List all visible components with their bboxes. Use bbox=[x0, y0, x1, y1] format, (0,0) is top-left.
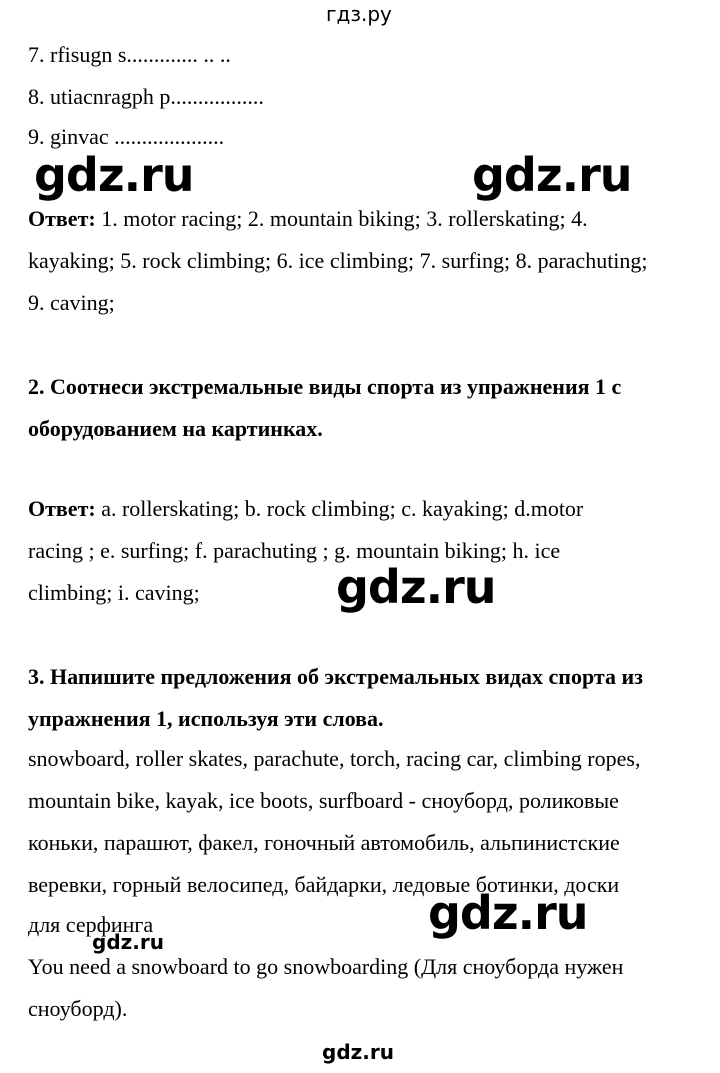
watermark: gdz.ru bbox=[34, 148, 194, 202]
answer-text: a. rollerskating; b. rock climbing; c. kayaking; d.motor bbox=[95, 496, 584, 521]
answer-text: 1. motor racing; 2. mountain biking; 3. rollerskating; 4. bbox=[95, 206, 588, 231]
task3-heading-line1: 3. Напишите предложения об экстремальных видах спорта из bbox=[28, 664, 643, 689]
list-item-8: 8. utiacnragph p................. bbox=[28, 84, 264, 109]
task2-heading-line1: 2. Соотнеси экстремальные виды спорта из упражнения 1 с bbox=[28, 374, 622, 399]
watermark-small: gdz.ru bbox=[92, 930, 164, 954]
answer2-line1 bbox=[28, 496, 583, 522]
answer1-line3: 9. caving; bbox=[28, 290, 115, 315]
task3-line8: You need a snowboard to go snowboarding (Для сноуборда нужен bbox=[28, 954, 624, 979]
watermark: gdz.ru bbox=[428, 886, 588, 940]
task3-line4: mountain bike, kayak, ice boots, surfboard - сноуборд, роликовые bbox=[28, 788, 619, 813]
list-item-9: 9. ginvac .................... bbox=[28, 124, 225, 149]
task3-line6: веревки, горный велосипед, байдарки, ледовые ботинки, доски bbox=[28, 872, 620, 897]
answer1-line2: kayaking; 5. rock climbing; 6. ice climbing; 7. surfing; 8. parachuting; bbox=[28, 248, 648, 273]
site-header: гдз.ру bbox=[326, 2, 392, 26]
answer1-line1 bbox=[28, 206, 588, 232]
task3-line5: коньки, парашют, факел, гоночный автомобиль, альпинистские bbox=[28, 830, 620, 855]
answer-label: Ответ: bbox=[28, 206, 96, 231]
answer2-line3: climbing; i. caving; bbox=[28, 580, 200, 605]
watermark: gdz.ru bbox=[472, 148, 632, 202]
task3-heading-line2: упражнения 1, используя эти слова. bbox=[28, 706, 384, 731]
list-item-7: 7. rfisugn s............. .. .. bbox=[28, 42, 231, 67]
task2-heading-line2: оборудованием на картинках. bbox=[28, 416, 323, 441]
task3-line9: сноуборд). bbox=[28, 996, 128, 1021]
watermark: gdz.ru bbox=[336, 560, 496, 614]
answer-label: Ответ: bbox=[28, 496, 96, 521]
task3-line3: snowboard, roller skates, parachute, torch, racing car, climbing ropes, bbox=[28, 746, 641, 771]
answer2-line2: racing ; e. surfing; f. parachuting ; g. mountain biking; h. ice bbox=[28, 538, 561, 563]
site-footer: gdz.ru bbox=[322, 1040, 394, 1064]
task3-line7: для серфинга bbox=[28, 912, 154, 937]
